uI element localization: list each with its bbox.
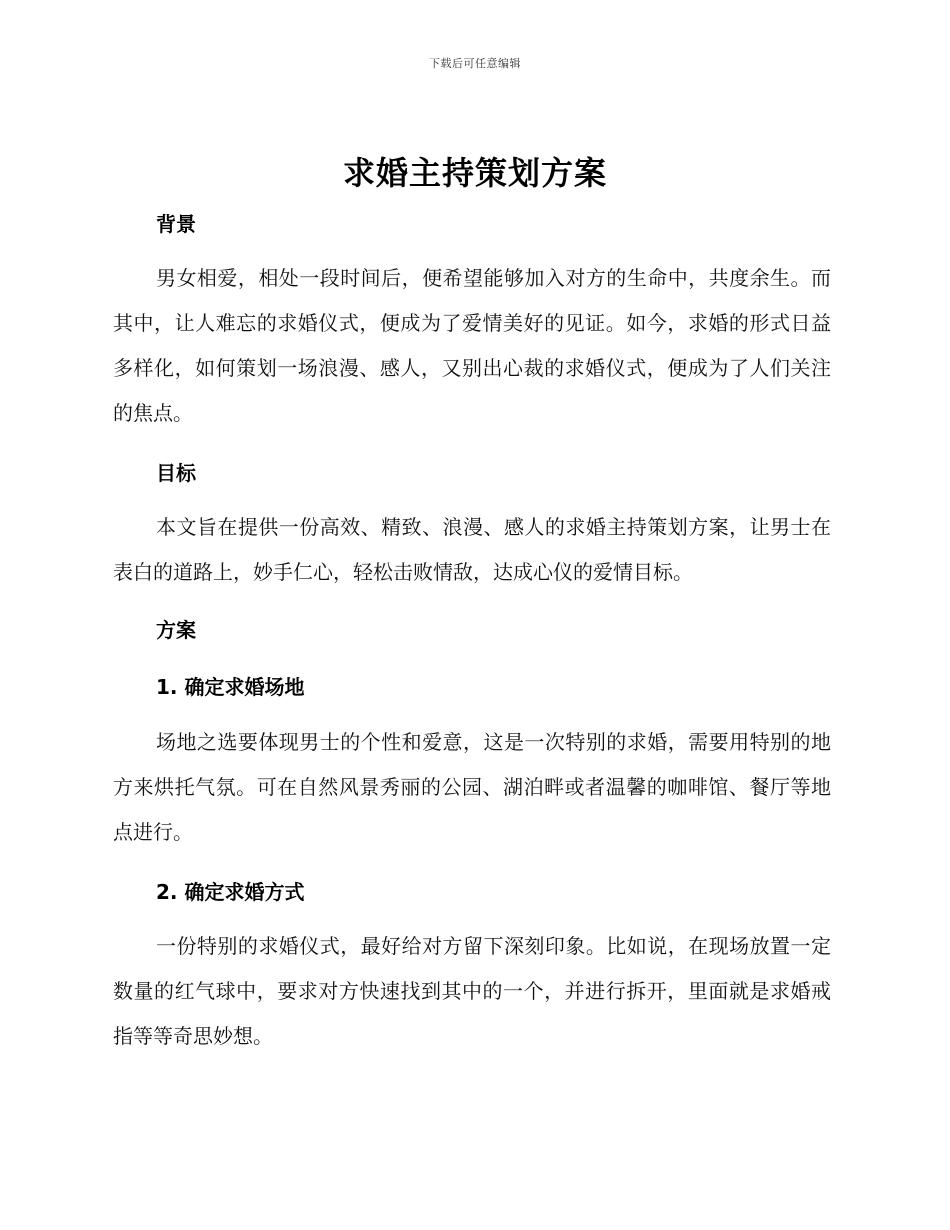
plan-step-text-method: 一份特别的求婚仪式，最好给对方留下深刻印象。比如说，在现场放置一定数量的红气球中，要求对方快速找到其中的一个，并进行拆开，里面就是求婚戒指等等奇思妙想。 [113, 934, 831, 1048]
document-title: 求婚主持策划方案 [342, 154, 607, 192]
section-heading-goal: 目标 [156, 461, 196, 485]
plan-step-heading-venue: 1. 确定求婚场地 [156, 675, 305, 699]
header-note: 下载后可任意编辑 [429, 57, 521, 70]
section-text-background: 男女相爱，相处一段时间后，便希望能够加入对方的生命中，共度余生。而其中，让人难忘的求婚仪式，便成为了爱情美好的见证。如今，求婚的形式日益多样化，如何策划一场浪漫、感人，又别出心裁的求婚仪式，便成为了人们关注的焦点。 [113, 266, 831, 425]
section-text-goal: 本文旨在提供一份高效、精致、浪漫、感人的求婚主持策划方案，让男士在表白的道路上，妙手仁心，轻松击败情敌，达成心仪的爱情目标。 [113, 515, 831, 584]
document-body [113, 200, 831, 1059]
section-heading-plan: 方案 [156, 618, 196, 642]
plan-step-text-venue: 场地之选要体现男士的个性和爱意，这是一次特别的求婚，需要用特别的地方来烘托气氛。可在自然风景秀丽的公园、湖泊畔或者温馨的咖啡馆、餐厅等地点进行。 [113, 730, 831, 844]
section-heading-background: 背景 [156, 212, 196, 236]
plan-step-heading-method: 2. 确定求婚方式 [156, 880, 305, 904]
